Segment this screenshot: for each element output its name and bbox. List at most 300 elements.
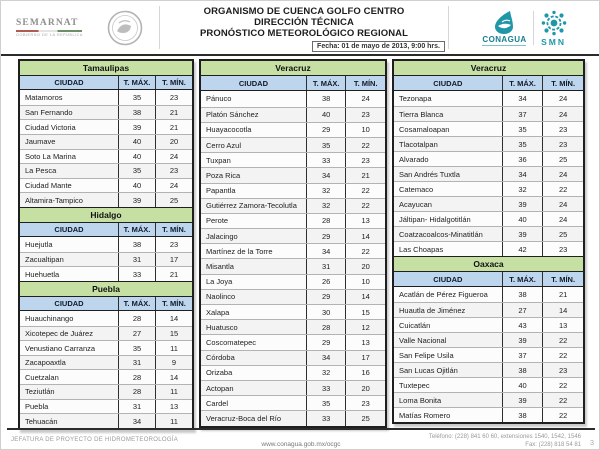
table-row	[20, 134, 192, 149]
table-row	[201, 304, 385, 319]
state-header: Veracruz	[201, 61, 385, 76]
tmin-cell: 22	[345, 184, 385, 198]
tmin-column-header: T. MÍN.	[542, 76, 583, 90]
table-row	[201, 183, 385, 198]
tmin-cell: 22	[542, 393, 583, 407]
tmin-column-header: T. MÍN.	[155, 297, 192, 311]
tmax-cell: 36	[502, 152, 543, 166]
table-row	[394, 241, 583, 256]
city-cell: Martínez de la Torre	[206, 246, 273, 256]
city-cell: Huayacocotla	[206, 125, 252, 135]
city-cell: Coscomatepec	[206, 337, 257, 347]
tmax-cell: 37	[502, 348, 543, 362]
state-table	[20, 207, 192, 281]
state-table	[20, 281, 192, 428]
tmax-cell: 34	[306, 168, 346, 182]
tmax-column-header: T. MÁX.	[502, 76, 543, 90]
table-row	[201, 228, 385, 243]
tmin-cell: 23	[345, 396, 385, 410]
tmin-cell: 22	[345, 138, 385, 152]
tmax-cell: 40	[118, 135, 155, 149]
table-row	[20, 192, 192, 207]
page-header	[1, 1, 600, 56]
city-cell: Misantla	[206, 262, 234, 272]
city-cell: Tierra Blanca	[399, 109, 444, 119]
table-row	[201, 258, 385, 273]
tmin-cell: 21	[155, 120, 192, 134]
city-cell: Papantla	[206, 186, 236, 196]
city-cell: Altamira-Tampico	[25, 195, 83, 205]
table-row	[394, 287, 583, 302]
table-row	[201, 289, 385, 304]
city-cell: Orizaba	[206, 368, 233, 378]
tmax-cell: 28	[118, 311, 155, 326]
tmax-cell: 35	[502, 137, 543, 151]
tmin-cell: 16	[345, 366, 385, 380]
table-row	[394, 166, 583, 181]
tmin-column-header: T. MÍN.	[345, 76, 385, 90]
city-cell: Matamoros	[25, 92, 63, 102]
footer-department: JEFATURA DE PROYECTO DE HIDROMETEOROLOGÍA	[11, 437, 179, 443]
city-cell: Alvarado	[399, 154, 429, 164]
tmax-cell: 38	[306, 91, 346, 106]
city-column-header: CIUDAD	[54, 298, 84, 308]
tmax-cell: 35	[306, 138, 346, 152]
state-header: Puebla	[20, 282, 192, 297]
tmax-cell: 28	[118, 370, 155, 384]
tmax-cell: 34	[502, 91, 543, 106]
tmin-cell: 23	[155, 164, 192, 178]
smn-logo	[540, 9, 568, 47]
table-row	[201, 91, 385, 106]
table-row	[394, 407, 583, 422]
tmin-cell: 23	[155, 90, 192, 105]
city-cell: Soto La Marina	[25, 151, 76, 161]
table-row	[201, 137, 385, 152]
table-row	[201, 395, 385, 410]
tmax-cell: 39	[118, 193, 155, 207]
city-cell: Huauchinango	[25, 313, 74, 323]
city-cell: Actopan	[206, 383, 234, 393]
city-cell: Veracruz-Boca del Río	[206, 413, 282, 423]
table-row	[20, 163, 192, 178]
state-table	[201, 61, 385, 426]
city-cell: Jalacingo	[206, 231, 238, 241]
tmax-cell: 39	[502, 393, 543, 407]
table-row	[394, 332, 583, 347]
city-column-header: CIUDAD	[54, 77, 84, 87]
table-row	[201, 380, 385, 395]
agency-logos	[449, 1, 600, 54]
tmin-cell: 23	[542, 122, 583, 136]
table-row	[394, 317, 583, 332]
city-cell: Huautla de Jiménez	[399, 305, 466, 315]
tmin-column-header: T. MÍN.	[542, 272, 583, 286]
tmin-cell: 9	[155, 356, 192, 370]
state-table	[394, 256, 583, 422]
state-header: Hidalgo	[20, 208, 192, 223]
table-row	[20, 340, 192, 355]
tmax-column-header: T. MÁX.	[502, 272, 543, 286]
semarnat-tricolor-line	[16, 30, 82, 32]
table-row	[20, 311, 192, 326]
tmin-cell: 14	[155, 311, 192, 326]
city-cell: Cardel	[206, 398, 229, 408]
tmax-column-header: T. MÁX.	[118, 297, 155, 311]
table-row	[394, 362, 583, 377]
tmax-cell: 26	[306, 275, 346, 289]
table-row	[394, 91, 583, 106]
city-cell: Poza Rica	[206, 170, 241, 180]
tmin-cell: 23	[542, 137, 583, 151]
title-line-3: PRONÓSTICO METEOROLÓGICO REGIONAL	[199, 28, 409, 39]
table-row	[394, 211, 583, 226]
date-box: Fecha: 01 de mayo de 2013, 9:00 hrs.	[312, 41, 445, 52]
mexico-seal-icon	[106, 9, 144, 47]
city-cell: Perote	[206, 216, 229, 226]
city-cell: Ciudad Mante	[25, 181, 72, 191]
tmax-cell: 31	[118, 356, 155, 370]
tmin-cell: 11	[155, 385, 192, 399]
tmax-cell: 29	[306, 290, 346, 304]
tmax-cell: 28	[118, 385, 155, 399]
tmin-cell: 12	[345, 320, 385, 334]
table-row	[201, 167, 385, 182]
city-cell: Loma Bonita	[399, 395, 442, 405]
city-cell: Cuetzalan	[25, 372, 59, 382]
tmax-cell: 38	[118, 106, 155, 120]
tmin-cell: 20	[155, 135, 192, 149]
city-cell: Zacualtipan	[25, 255, 64, 265]
tmin-cell: 14	[345, 229, 385, 243]
table-row	[394, 347, 583, 362]
column-header-row	[20, 223, 192, 238]
tmin-cell: 22	[345, 199, 385, 213]
tmin-cell: 25	[155, 193, 192, 207]
table-row	[20, 90, 192, 105]
tmin-cell: 10	[345, 123, 385, 137]
city-cell: Tehuacán	[25, 416, 58, 426]
city-cell: Xicotepec de Juárez	[25, 328, 93, 338]
tmax-cell: 40	[118, 150, 155, 164]
tmax-column-header: T. MÁX.	[118, 223, 155, 237]
table-row	[394, 392, 583, 407]
city-cell: Naolinco	[206, 292, 236, 302]
tmax-cell: 34	[502, 167, 543, 181]
table-row	[201, 274, 385, 289]
city-cell: Tuxtepec	[399, 380, 430, 390]
tmin-cell: 24	[155, 179, 192, 193]
table-row	[394, 121, 583, 136]
tmax-cell: 40	[306, 108, 346, 122]
tmin-cell: 14	[345, 290, 385, 304]
tmin-column-header: T. MÍN.	[155, 76, 192, 90]
conagua-label: CONAGUA	[482, 35, 527, 44]
tmin-cell: 15	[155, 327, 192, 341]
tmax-cell: 28	[306, 214, 346, 228]
tmin-cell: 23	[345, 153, 385, 167]
tmin-cell: 10	[345, 275, 385, 289]
city-cell: San Felipe Usila	[399, 350, 454, 360]
city-cell: Acayucan	[399, 199, 432, 209]
table-row	[394, 106, 583, 121]
tmax-cell: 27	[118, 327, 155, 341]
smn-label: SMN	[541, 36, 566, 47]
tmax-cell: 29	[306, 123, 346, 137]
table-row	[20, 149, 192, 164]
tmax-cell: 32	[306, 184, 346, 198]
city-cell: Tuxpan	[206, 155, 231, 165]
tmax-cell: 35	[118, 90, 155, 105]
tmin-cell: 15	[345, 305, 385, 319]
tmin-cell: 22	[542, 182, 583, 196]
table-row	[20, 119, 192, 134]
tmin-cell: 13	[345, 335, 385, 349]
tmin-cell: 23	[155, 237, 192, 252]
tmin-cell: 25	[542, 152, 583, 166]
tmax-cell: 28	[306, 320, 346, 334]
tmin-cell: 11	[155, 414, 192, 428]
city-cell: Pánuco	[206, 94, 232, 104]
tmin-cell: 14	[155, 370, 192, 384]
city-cell: Puebla	[25, 401, 49, 411]
city-cell: Xalapa	[206, 307, 230, 317]
tmin-cell: 23	[345, 108, 385, 122]
title-line-2: DIRECCIÓN TÉCNICA	[254, 17, 354, 28]
tmax-cell: 40	[502, 212, 543, 226]
table-row	[20, 326, 192, 341]
tmax-cell: 35	[502, 122, 543, 136]
state-table	[394, 61, 583, 256]
table-column	[199, 59, 387, 428]
city-cell: Matías Romero	[399, 410, 451, 420]
tmin-cell: 21	[345, 168, 385, 182]
table-row	[201, 122, 385, 137]
table-row	[394, 302, 583, 317]
city-cell: La Pesca	[25, 166, 57, 176]
tmax-cell: 42	[502, 242, 543, 256]
city-column-header: CIUDAD	[54, 224, 84, 234]
smn-sun-icon	[540, 9, 568, 37]
tmax-cell: 31	[118, 253, 155, 267]
table-row	[201, 334, 385, 349]
city-cell: Catemaco	[399, 184, 434, 194]
footer-phone: Teléfono: (228) 841 60 60, extensiones 1540, 1542, 1546	[428, 434, 581, 440]
conagua-drop-icon	[488, 9, 520, 35]
tmax-cell: 43	[502, 318, 543, 332]
city-cell: Venustiano Carranza	[25, 343, 96, 353]
city-cell: San Fernando	[25, 108, 73, 118]
tmin-cell: 25	[345, 411, 385, 425]
column-header-row	[20, 76, 192, 91]
tmin-cell: 24	[155, 150, 192, 164]
tmax-cell: 29	[306, 335, 346, 349]
tmin-cell: 22	[345, 244, 385, 258]
tmax-cell: 27	[502, 303, 543, 317]
tmin-cell: 11	[155, 341, 192, 355]
tmax-cell: 34	[118, 414, 155, 428]
tmin-cell: 20	[345, 381, 385, 395]
tmax-cell: 39	[502, 227, 543, 241]
tmax-cell: 31	[306, 259, 346, 273]
city-cell: Jáltipan- Hidalgotitlán	[399, 214, 471, 224]
table-row	[201, 243, 385, 258]
tmax-cell: 35	[118, 164, 155, 178]
table-row	[201, 350, 385, 365]
city-cell: Cuicatlán	[399, 320, 431, 330]
table-row	[394, 151, 583, 166]
city-cell: Cerro Azul	[206, 140, 242, 150]
tmin-cell: 24	[345, 91, 385, 106]
table-row	[201, 152, 385, 167]
table-column	[18, 59, 194, 430]
tmax-cell: 39	[502, 333, 543, 347]
conagua-logo	[482, 9, 526, 46]
table-row	[20, 237, 192, 252]
city-cell: Jaumave	[25, 137, 56, 147]
tmin-cell: 22	[542, 378, 583, 392]
city-cell: Huatusco	[206, 322, 238, 332]
table-row	[20, 178, 192, 193]
tmax-column-header: T. MÁX.	[306, 76, 346, 90]
column-header-row	[394, 76, 583, 91]
table-row	[20, 384, 192, 399]
tmin-cell: 22	[542, 333, 583, 347]
city-cell: Acatlán de Pérez Figueroa	[399, 290, 488, 299]
tmax-cell: 30	[306, 305, 346, 319]
tmin-column-header: T. MÍN.	[155, 223, 192, 237]
page-footer	[7, 428, 595, 450]
title-line-1: ORGANISMO DE CUENCA GOLFO CENTRO	[203, 6, 405, 17]
tmax-cell: 32	[502, 182, 543, 196]
city-cell: San Lucas Ojitlán	[399, 365, 458, 375]
table-row	[201, 107, 385, 122]
tmax-cell: 32	[306, 366, 346, 380]
tmax-cell: 34	[306, 244, 346, 258]
tmin-cell: 22	[542, 408, 583, 422]
tmin-cell: 22	[542, 348, 583, 362]
semarnat-logo	[1, 1, 159, 54]
tmin-cell: 24	[542, 212, 583, 226]
city-column-header: CIUDAD	[433, 78, 463, 88]
tmax-cell: 31	[118, 400, 155, 414]
tmin-cell: 13	[155, 400, 192, 414]
table-row	[20, 266, 192, 281]
table-row	[394, 226, 583, 241]
column-header-row	[394, 272, 583, 287]
state-table	[20, 61, 192, 207]
tmax-cell: 37	[502, 107, 543, 121]
city-cell: Gutiérrez Zamora-Tecolutla	[206, 201, 297, 211]
table-row	[394, 181, 583, 196]
tmax-cell: 38	[118, 237, 155, 252]
conagua-underline	[482, 45, 526, 46]
tmax-cell: 35	[306, 396, 346, 410]
table-row	[20, 105, 192, 120]
city-column-header: CIUDAD	[238, 78, 269, 88]
title-block	[160, 1, 448, 54]
tmax-column-header: T. MÁX.	[118, 76, 155, 90]
column-header-row	[20, 297, 192, 312]
footer-url: www.conagua.gob.mx/ocgc	[261, 441, 341, 448]
tmin-cell: 17	[345, 351, 385, 365]
tmax-cell: 38	[502, 287, 543, 302]
city-cell: Tlacotalpan	[399, 139, 438, 149]
tmin-cell: 24	[542, 107, 583, 121]
table-row	[201, 410, 385, 425]
city-cell: Platón Sánchez	[206, 110, 259, 120]
city-cell: Huejutla	[25, 239, 53, 249]
tmax-cell: 33	[118, 267, 155, 281]
city-cell: San Andrés Tuxtla	[399, 169, 460, 179]
footer-contact	[429, 433, 581, 449]
tmax-cell: 32	[306, 199, 346, 213]
tmin-cell: 24	[542, 197, 583, 211]
tmax-cell: 38	[502, 408, 543, 422]
table-row	[20, 369, 192, 384]
tmax-cell: 35	[118, 341, 155, 355]
city-cell: Tezonapa	[399, 94, 432, 103]
logo-divider	[533, 11, 534, 45]
tmax-cell: 39	[118, 120, 155, 134]
city-cell: Teziutlán	[25, 387, 55, 397]
tmin-cell: 21	[155, 267, 192, 281]
tmax-cell: 33	[306, 153, 346, 167]
tmin-cell: 24	[542, 167, 583, 181]
table-column	[392, 59, 585, 424]
tmax-cell: 38	[502, 363, 543, 377]
column-header-row	[201, 76, 385, 91]
city-cell: Cosamaloapan	[399, 124, 450, 134]
city-cell: Las Choapas	[399, 244, 444, 254]
semarnat-subtext: GOBIERNO DE LA REPÚBLICA	[16, 32, 83, 37]
table-row	[201, 365, 385, 380]
tmin-cell: 14	[542, 303, 583, 317]
city-cell: Huehuetla	[25, 269, 60, 279]
table-row	[201, 319, 385, 334]
table-row	[394, 136, 583, 151]
tmin-cell: 20	[345, 259, 385, 273]
tmax-cell: 33	[306, 411, 346, 425]
table-row	[20, 399, 192, 414]
tmin-cell: 25	[542, 227, 583, 241]
tmax-cell: 40	[118, 179, 155, 193]
table-row	[20, 355, 192, 370]
city-cell: Zacapoaxtla	[25, 358, 66, 368]
table-row	[201, 198, 385, 213]
tmax-cell: 34	[306, 351, 346, 365]
tmax-cell: 33	[306, 381, 346, 395]
tmin-cell: 23	[542, 242, 583, 256]
state-header: Oaxaca	[394, 257, 583, 272]
tmin-cell: 23	[542, 363, 583, 377]
state-header: Tamaulipas	[20, 61, 192, 76]
table-row	[20, 252, 192, 267]
tmax-cell: 29	[306, 229, 346, 243]
tmin-cell: 21	[542, 287, 583, 302]
table-row	[394, 377, 583, 392]
city-cell: Valle Nacional	[399, 335, 447, 345]
tmin-cell: 24	[542, 91, 583, 106]
table-row	[20, 413, 192, 428]
table-row	[201, 213, 385, 228]
tmax-cell: 40	[502, 378, 543, 392]
page-number: 3	[589, 438, 594, 447]
state-header: Veracruz	[394, 61, 583, 76]
tmax-cell: 39	[502, 197, 543, 211]
tmin-cell: 21	[155, 106, 192, 120]
tmin-cell: 17	[155, 253, 192, 267]
